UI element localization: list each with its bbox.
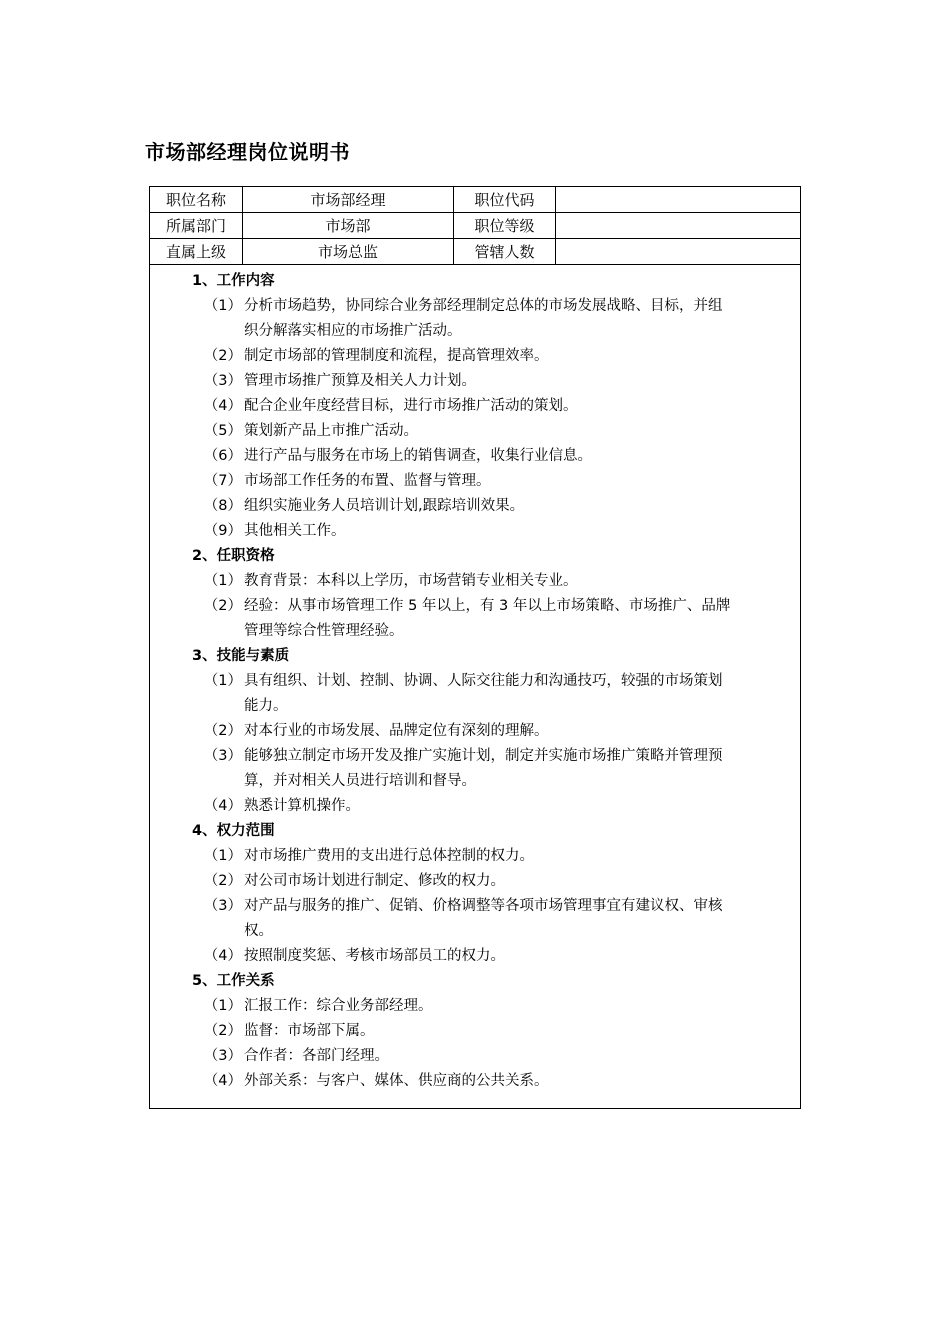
item-text-line: 对市场推广费用的支出进行总体控制的权力。 bbox=[244, 848, 534, 864]
list-item bbox=[160, 369, 790, 394]
item-number: （2） bbox=[203, 1023, 242, 1039]
list-item bbox=[160, 719, 790, 744]
item-number: （2） bbox=[203, 598, 242, 614]
item-text bbox=[244, 894, 790, 944]
item-number: （3） bbox=[203, 1048, 242, 1064]
list-item bbox=[160, 444, 790, 469]
item-text-line: 组织实施业务人员培训计划,跟踪培训效果。 bbox=[244, 498, 525, 514]
list-item bbox=[160, 569, 790, 594]
value-position-level bbox=[556, 213, 800, 238]
item-number: （4） bbox=[203, 1073, 242, 1089]
item-text-line: 管理市场推广预算及相关人力计划。 bbox=[244, 373, 476, 389]
item-number: （3） bbox=[203, 898, 242, 914]
item-text-line: 按照制度奖惩、考核市场部员工的权力。 bbox=[244, 948, 505, 964]
item-text-line: 策划新产品上市推广活动。 bbox=[244, 423, 418, 439]
section-title: 3、技能与素质 bbox=[192, 648, 290, 664]
label-position-code: 职位代码 bbox=[454, 187, 556, 212]
list-item bbox=[160, 419, 790, 444]
item-text-line: 进行产品与服务在市场上的销售调查，收集行业信息。 bbox=[244, 448, 592, 464]
item-text bbox=[244, 744, 790, 794]
list-item bbox=[160, 669, 790, 719]
item-text bbox=[244, 519, 790, 544]
value-headcount bbox=[556, 239, 800, 264]
item-number: （3） bbox=[203, 373, 242, 389]
item-text-line: 具有组织、计划、控制、协调、人际交往能力和沟通技巧，较强的市场策划 bbox=[244, 673, 723, 689]
value-position-code bbox=[556, 187, 800, 212]
list-item bbox=[160, 894, 790, 944]
document-title: 市场部经理岗位说明书 bbox=[145, 140, 350, 164]
list-item bbox=[160, 1044, 790, 1069]
list-item bbox=[160, 394, 790, 419]
label-headcount: 管辖人数 bbox=[454, 239, 556, 264]
item-text-line: 权。 bbox=[244, 923, 273, 939]
item-number: （6） bbox=[203, 448, 242, 464]
item-text bbox=[244, 569, 790, 594]
item-text-line: 市场部工作任务的布置、监督与管理。 bbox=[244, 473, 491, 489]
item-number: （2） bbox=[203, 873, 242, 889]
item-text bbox=[244, 369, 790, 394]
item-text-line: 对产品与服务的推广、促销、价格调整等各项市场管理事宜有建议权、审核 bbox=[244, 898, 723, 914]
item-text bbox=[244, 1019, 790, 1044]
item-text-line: 配合企业年度经营目标，进行市场推广活动的策划。 bbox=[244, 398, 578, 414]
item-text-line: 外部关系：与客户、媒体、供应商的公共关系。 bbox=[244, 1073, 549, 1089]
item-text-line: 织分解落实相应的市场推广活动。 bbox=[244, 323, 462, 339]
item-number: （4） bbox=[203, 948, 242, 964]
item-number: （8） bbox=[203, 498, 242, 514]
item-text-line: 熟悉计算机操作。 bbox=[244, 798, 360, 814]
item-text bbox=[244, 869, 790, 894]
item-text bbox=[244, 344, 790, 369]
list-item bbox=[160, 594, 790, 644]
list-item bbox=[160, 1019, 790, 1044]
list-item bbox=[160, 494, 790, 519]
list-item bbox=[160, 844, 790, 869]
item-text bbox=[244, 1044, 790, 1069]
section-title: 1、工作内容 bbox=[192, 273, 275, 289]
item-number: （3） bbox=[203, 748, 242, 764]
item-number: （9） bbox=[203, 523, 242, 539]
item-number: （5） bbox=[203, 423, 242, 439]
item-text-line: 教育背景：本科以上学历，市场营销专业相关专业。 bbox=[244, 573, 578, 589]
item-number: （1） bbox=[203, 673, 242, 689]
header-row bbox=[150, 239, 800, 265]
item-text bbox=[244, 444, 790, 469]
item-number: （4） bbox=[203, 798, 242, 814]
job-content-cell bbox=[150, 265, 800, 1108]
item-number: （1） bbox=[203, 298, 242, 314]
section-title: 4、权力范围 bbox=[192, 823, 275, 839]
item-text-line: 其他相关工作。 bbox=[244, 523, 346, 539]
list-item bbox=[160, 794, 790, 819]
item-text bbox=[244, 294, 790, 344]
label-direct-supervisor: 直属上级 bbox=[150, 239, 243, 264]
label-department: 所属部门 bbox=[150, 213, 243, 238]
list-item bbox=[160, 294, 790, 344]
value-department: 市场部 bbox=[243, 213, 454, 238]
item-text-line: 制定市场部的管理制度和流程，提高管理效率。 bbox=[244, 348, 549, 364]
list-item bbox=[160, 1069, 790, 1094]
section-title: 2、任职资格 bbox=[192, 548, 275, 564]
item-text-line: 对本行业的市场发展、品牌定位有深刻的理解。 bbox=[244, 723, 549, 739]
item-text-line: 算，并对相关人员进行培训和督导。 bbox=[244, 773, 476, 789]
item-text-line: 经验：从事市场管理工作 5 年以上，有 3 年以上市场策略、市场推广、品牌 bbox=[244, 598, 731, 614]
item-number: （7） bbox=[203, 473, 242, 489]
item-text bbox=[244, 844, 790, 869]
item-text bbox=[244, 719, 790, 744]
item-text-line: 能够独立制定市场开发及推广实施计划，制定并实施市场推广策略并管理预 bbox=[244, 748, 723, 764]
list-item bbox=[160, 869, 790, 894]
item-number: （1） bbox=[203, 848, 242, 864]
list-item bbox=[160, 944, 790, 969]
item-text bbox=[244, 469, 790, 494]
item-number: （1） bbox=[203, 998, 242, 1014]
item-text bbox=[244, 669, 790, 719]
value-direct-supervisor: 市场总监 bbox=[243, 239, 454, 264]
list-item bbox=[160, 744, 790, 794]
item-text bbox=[244, 794, 790, 819]
job-description-table bbox=[149, 186, 801, 1109]
section-title: 5、工作关系 bbox=[192, 973, 275, 989]
item-number: （2） bbox=[203, 348, 242, 364]
item-text bbox=[244, 494, 790, 519]
item-text-line: 分析市场趋势，协同综合业务部经理制定总体的市场发展战略、目标，并组 bbox=[244, 298, 723, 314]
item-text-line: 能力。 bbox=[244, 698, 288, 714]
item-text bbox=[244, 944, 790, 969]
item-number: （4） bbox=[203, 398, 242, 414]
list-item bbox=[160, 519, 790, 544]
list-item bbox=[160, 994, 790, 1019]
item-text-line: 合作者：各部门经理。 bbox=[244, 1048, 389, 1064]
header-row bbox=[150, 187, 800, 213]
item-text bbox=[244, 419, 790, 444]
item-text-line: 汇报工作：综合业务部经理。 bbox=[244, 998, 433, 1014]
item-text bbox=[244, 994, 790, 1019]
item-text bbox=[244, 394, 790, 419]
header-row bbox=[150, 213, 800, 239]
item-text-line: 对公司市场计划进行制定、修改的权力。 bbox=[244, 873, 505, 889]
item-number: （1） bbox=[203, 573, 242, 589]
item-text-line: 管理等综合性管理经验。 bbox=[244, 623, 404, 639]
item-number: （2） bbox=[203, 723, 242, 739]
label-position-name: 职位名称 bbox=[150, 187, 243, 212]
item-text bbox=[244, 1069, 790, 1094]
item-text-line: 监督：市场部下属。 bbox=[244, 1023, 375, 1039]
label-position-level: 职位等级 bbox=[454, 213, 556, 238]
item-text bbox=[244, 594, 790, 644]
value-position-name: 市场部经理 bbox=[243, 187, 454, 212]
list-item bbox=[160, 344, 790, 369]
list-item bbox=[160, 469, 790, 494]
